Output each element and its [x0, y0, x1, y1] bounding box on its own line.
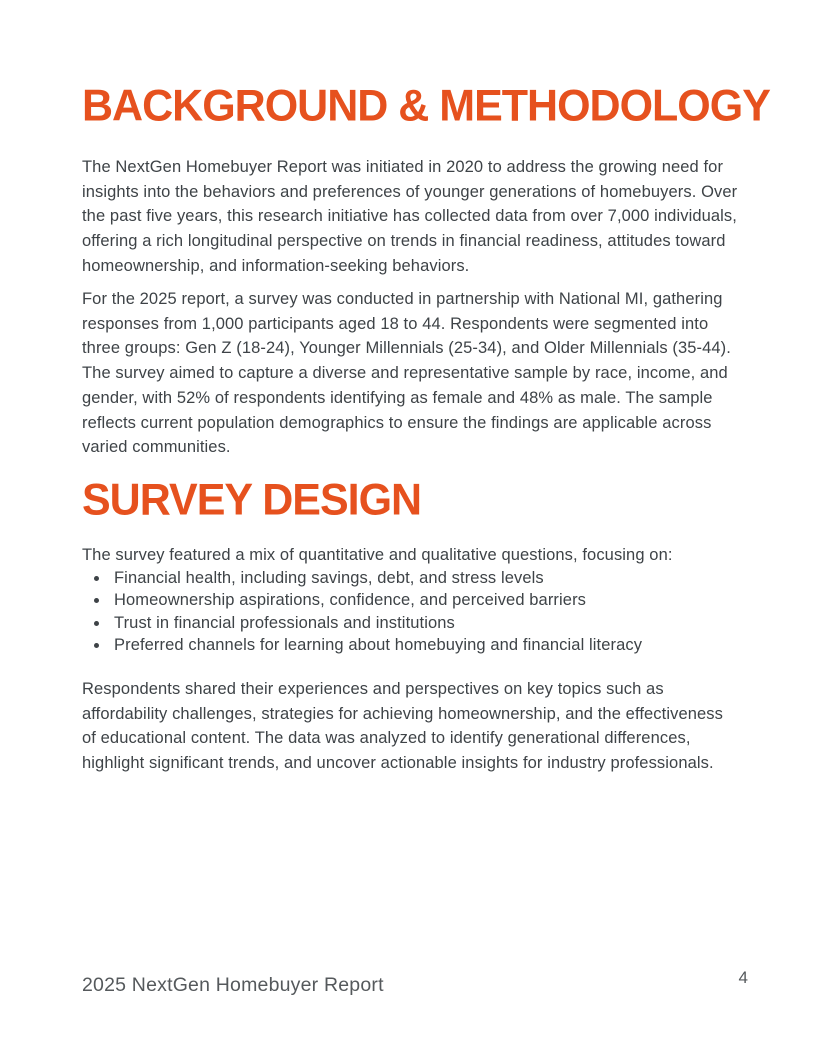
page-footer [82, 968, 748, 997]
background-paragraph-1: The NextGen Homebuyer Report was initiated in 2020 to address the growing need for insights into the behaviors and preferences of younger generations of homebuyers. Over the past five years, this research initiative has collected data from over 7,000 individuals, offering a rich longitudinal perspective on trends in financial readiness, attitudes toward homeownership, and information-seeking behaviors. [82, 158, 738, 275]
footer-report-title: 2025 NextGen Homebuyer Report [82, 974, 384, 996]
survey-focus-list [88, 567, 755, 657]
background-paragraph-2: For the 2025 report, a survey was conducted in partnership with National MI, gathering responses from 1,000 participants aged 18 to 44. Respondents were segmented into three groups: Gen Z (18-24), Younger Millennials (25-34), and Older Millennials (35-44). The survey aimed to capture a diverse and representative sample by race, income, and gender, with 52% of respondents identifying as female and 48% as male. The sample reflects current population demographics to ensure the findings are applicable across varied communities. [82, 290, 731, 457]
survey-design-paragraph: Respondents shared their experiences and perspectives on key topics such as affordability challenges, strategies for achieving homeownership, and the effectiveness of educational content. The data was analyzed to identify generational differences, highlight significant trends, and uncover actionable insights for industry professionals. [82, 680, 723, 773]
list-item: • Preferred channels for learning about homebuying and financial literacy [110, 634, 755, 656]
section-heading-background-methodology: BACKGROUND & METHODOLOGY [82, 80, 770, 131]
list-item: • Homeownership aspirations, confidence, and perceived barriers [110, 589, 755, 611]
list-item: • Trust in financial professionals and institutions [110, 612, 755, 634]
section-heading-survey-design: SURVEY DESIGN [82, 474, 422, 525]
page-number: 4 [738, 968, 748, 987]
survey-design-intro: The survey featured a mix of quantitative and qualitative questions, focusing on: [82, 546, 673, 564]
list-item: • Financial health, including savings, debt, and stress levels [110, 567, 755, 589]
